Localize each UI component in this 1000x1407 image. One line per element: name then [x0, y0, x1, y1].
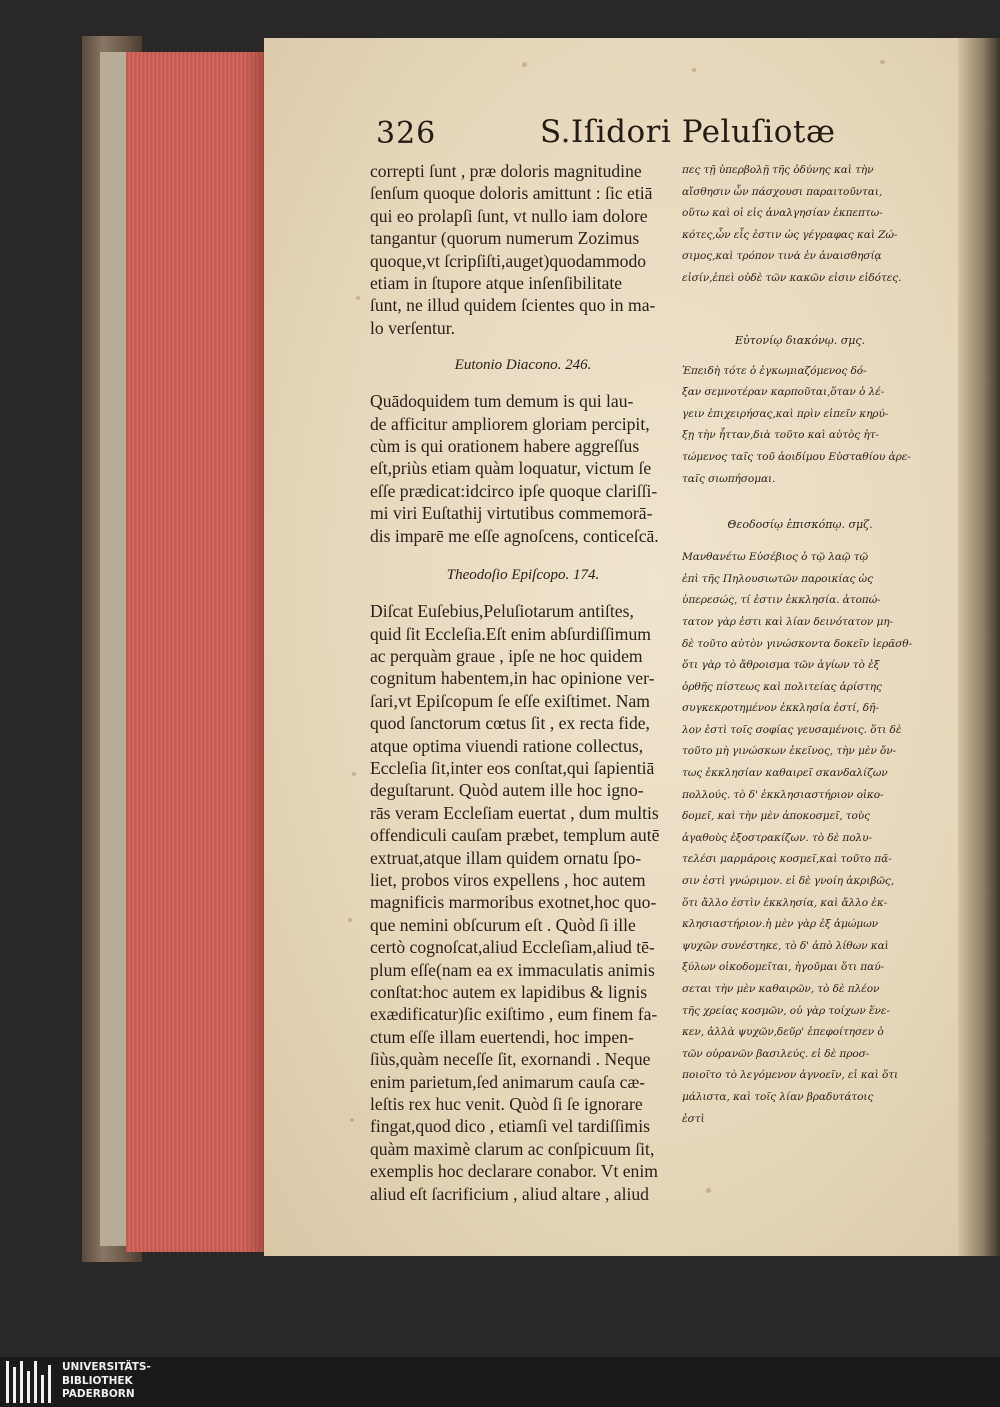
- text-line: Ἐπειδὴ τότε ὁ ἐγκωμιαζόμενος δό-: [682, 364, 867, 377]
- text-line: qui eo prolapſi ſunt, vt nullo iam dolore: [370, 205, 648, 226]
- foxing-spot: [350, 1118, 354, 1122]
- text-line: leſtis rex huc venit. Quòd ſi ſe ignorare: [370, 1094, 643, 1115]
- text-line: σιν ἐστὶ γνώριμον. εἰ δὲ γνοίη ἀκριβῶς,: [682, 875, 895, 888]
- greek-paragraph-3: [682, 547, 918, 1130]
- foxing-spot: [522, 62, 527, 67]
- text-line: quod ſanctorum cœtus ſit , ex recta fide,: [370, 713, 650, 734]
- text-line: conſtat:hoc autem ex lapidibus & lignis: [370, 982, 648, 1002]
- text-line: τῆς χρείας κοσμῶν, οὐ γὰρ τοίχων ἕνε-: [682, 1004, 890, 1017]
- latin-paragraph-3: [370, 600, 676, 1205]
- running-title: S.Iſidori Peluſiotæ: [540, 114, 836, 150]
- text-line: offendiculi cauſam præbet, templum autē: [370, 825, 660, 846]
- text-line: cùm is qui orationem habere aggreſſus: [370, 436, 640, 457]
- text-line: ξῃ τὴν ἧτταν,διὰ τοῦτο καὶ αὐτὸς ἡτ-: [682, 429, 879, 442]
- letter-heading: Eutonio Diacono. 246.: [454, 357, 592, 374]
- text-line: dis imparē me eſſe agnoſcens, conticeſcā.: [370, 525, 659, 546]
- text-line: tangantur (quorum numerum Zozimus: [370, 228, 640, 249]
- foxing-spot: [880, 60, 885, 64]
- text-line: κότες,ὧν εἶς ἐστιν ὡς γέγραφας καὶ Ζώ-: [682, 228, 898, 241]
- text-line: deguſtarunt. Quòd autem ille hoc igno-: [370, 780, 644, 801]
- text-line: quàm maximè clarum ac conſpicuum ſit,: [370, 1138, 655, 1159]
- text-line: eſt,priùs etiam quàm loquatur, victum ſe: [370, 458, 652, 479]
- footer-bar: [0, 1357, 1000, 1407]
- text-line: ſunt, ne illud quidem ſcientes quo in ma-: [370, 295, 656, 316]
- text-line: πες τῇ ὑπερβολῇ τῆς ὀδύνης καὶ τὴν: [682, 164, 874, 176]
- greek-column: [682, 160, 918, 1130]
- latin-paragraph-2: [370, 390, 676, 547]
- text-line: ὑπερεσώς, τί ἐστιν ἐκκλησία. ἀτοπώ-: [682, 594, 881, 607]
- text-line: ψυχῶν συνέστηκε, τὸ δ' ἀπὸ λίθων καὶ: [682, 939, 889, 952]
- text-line: ξαν σεμνοτέραν καρποῦται,ὅταν ὁ λέ-: [682, 386, 885, 399]
- library-logo-icon: [6, 1361, 54, 1403]
- page-gutter: [958, 38, 1000, 1256]
- text-line: rās veram Eccleſiam euertat , dum multis: [370, 802, 659, 823]
- text-line: que nemini obſcurum eſt . Quòd ſi ille: [370, 914, 636, 935]
- text-line: cognitum habentem,in hac opinione ver-: [370, 668, 655, 689]
- text-line: extruat,atque illam quidem ornatu ſpo-: [370, 847, 642, 868]
- text-line: τοῦτο μὴ γινώσκων ἐκεῖνος, τὴν μὲν ὄν-: [682, 745, 897, 758]
- text-line: correpti ſunt , præ doloris magnitudine: [370, 161, 642, 181]
- text-line: οὕτω καὶ οἱ εἰς ἀναλγησίαν ἐκπεπτω-: [682, 207, 883, 220]
- greek-paragraph-2: [682, 361, 918, 491]
- greek-paragraph-1: [682, 160, 918, 290]
- text-line: lo verſentur.: [370, 317, 456, 338]
- text-line: eſſe prædicat:idcirco ipſe quoque clariſſi-: [370, 480, 658, 501]
- latin-paragraph-1: [370, 160, 676, 339]
- text-line: ἀγαθοὺς ἐξοστρακίζων. τὸ δὲ πολυ-: [682, 831, 872, 844]
- letter-heading: Theodoſio Epiſcopo. 174.: [446, 567, 600, 584]
- text-line: λον ἐστὶ τοῖς σοφίας γευσαμένοις. ὅτι δὲ: [682, 723, 902, 736]
- page-number: 326: [376, 116, 437, 151]
- text-line: τως ἐκκλησίαν καθαιρεῖ σκανδαλίζων: [682, 767, 888, 780]
- library-logo-text: [62, 1361, 151, 1402]
- text-line: exædificatur)ſic exiſtimo , eum finem fa-: [370, 1004, 658, 1025]
- logo-line: UNIVERSITÄTS-: [62, 1361, 151, 1373]
- logo-line: PADERBORN: [62, 1388, 135, 1400]
- text-line: τῶν οὐρανῶν βασιλεύς. εἰ δὲ προσ-: [682, 1047, 870, 1060]
- text-line: εἰσίν,ἐπεὶ οὐδὲ τῶν κακῶν εἰσιν εἰδότες.: [682, 271, 902, 284]
- text-line: aliud eſt ſacrificium , aliud altare , aliud: [370, 1183, 649, 1204]
- letter-heading: Θεοδοσίῳ ἐπισκόπῳ. σμζ.: [727, 518, 873, 532]
- text-line: ac perquàm graue , ipſe ne hoc quidem: [370, 645, 643, 666]
- text-line: Μανθανέτω Εὐσέβιος ὁ τῷ λαῷ τῷ: [682, 551, 868, 564]
- text-line: certò cognoſcat,aliud Eccleſiam,aliud tē-: [370, 937, 655, 958]
- text-line: ἐπὶ τῆς Πηλουσιωτῶν παροικίας ὡς: [682, 572, 873, 585]
- text-line: Eccleſia ſit,inter eos conſtat,qui ſapientiā: [370, 757, 655, 778]
- latin-column: [370, 160, 676, 1205]
- text-line: ξύλων οἰκοδομεῖται, ἡγοῦμαι ὅτι παύ-: [682, 961, 885, 974]
- text-line: ctum eſſe illam euertendi, hoc impen-: [370, 1026, 634, 1047]
- letter-heading: Εὐτονίῳ διακόνῳ. σμς.: [734, 333, 866, 347]
- text-line: enim parietum,ſed animarum cauſa cæ-: [370, 1071, 646, 1092]
- text-line: Quādoquidem tum demum is qui lau-: [370, 391, 634, 412]
- text-line: συγκεκροτημένον ἐκκλησία ἐστί, δῆ-: [682, 702, 879, 715]
- text-line: γειν ἐπιχειρήσας,καὶ πρὶν εἰπεῖν κηρύ-: [682, 407, 889, 420]
- text-line: δομεῖ, καὶ τὴν μὲν ἀποκοσμεῖ, τοὺς: [682, 810, 870, 823]
- text-line: ſenſum quoque doloris amittunt : ſic etiā: [370, 183, 653, 204]
- text-line: ποιοῖτο τὸ λεγόμενον ἀγνοεῖν, εἰ καὶ ὅτι: [682, 1069, 899, 1082]
- foxing-spot: [692, 68, 696, 72]
- text-line: magnificis marmoribus exotnet,hoc quo-: [370, 892, 657, 913]
- text-line: πολλούς. τὸ δ' ἐκκλησιαστήριον οἰκο-: [682, 788, 884, 801]
- foxing-spot: [706, 1188, 711, 1193]
- text-line: κεν, ἀλλὰ ψυχῶν,δεῦρ' ἐπεφοίτησεν ὁ: [682, 1026, 884, 1039]
- text-line: τελέσι μαρμάροις κοσμεῖ,καὶ τοῦτο πᾶ-: [682, 853, 892, 866]
- logo-line: BIBLIOTHEK: [62, 1374, 133, 1387]
- text-line: σεται τὴν μὲν καθαιρῶν, τὸ δὲ πλέον: [682, 983, 880, 995]
- text-line: τατον γὰρ ἐστι καὶ λίαν δεινότατον μη-: [682, 615, 893, 628]
- text-line: σιμος,καὶ τρόπον τινὰ ἐν ἀναισθησίᾳ: [682, 250, 882, 263]
- text-line: ſari,vt Epiſcopum ſe eſſe exiſtimet. Nam: [370, 690, 650, 711]
- text-line: atque optima viuendi ratione collectus,: [370, 735, 644, 756]
- text-line: δὲ τοῦτο αὐτὸν γινώσκοντα δοκεῖν ἱερᾶσθ-: [682, 637, 913, 650]
- text-line: ſiùs,quàm neceſſe ſit, exornandi . Neque: [370, 1049, 651, 1070]
- text-line: etiam in ſtupore atque inſenſibilitate: [370, 273, 623, 294]
- text-line: ὀρθῆς πίστεως καὶ πολιτείας ἀρίστης: [682, 680, 882, 693]
- text-line: κλησιαστήριον.ἡ μὲν γὰρ ἐξ ἀμώμων: [682, 918, 878, 931]
- text-line: liet, probos viros expellens , hoc autem: [370, 869, 646, 890]
- text-line: Diſcat Euſebius,Peluſiotarum antiſtes,: [370, 601, 634, 622]
- text-line: ἐστὶ: [682, 1112, 705, 1125]
- text-line: τώμενος ταῖς τοῦ ἀοιδίμου Εὐσταθίου ἀρε-: [682, 450, 911, 463]
- text-line: ὅτι γὰρ τὸ ἄθροισμα τῶν ἁγίων τὸ ἐξ: [682, 659, 880, 672]
- foxing-spot: [348, 918, 352, 922]
- text-line: de afficitur ampliorem gloriam percipit,: [370, 413, 650, 434]
- foxing-spot: [356, 296, 360, 300]
- text-line: μάλιστα, καὶ τοῖς λίαν βραδυτάτοις: [682, 1090, 874, 1103]
- text-line: αἴσθησιν ὧν πάσχουσι παραιτοῦνται,: [682, 185, 883, 198]
- text-line: plum eſſe(nam ea ex immaculatis animis: [370, 959, 655, 980]
- text-line: ὅτι ἄλλο ἐστὶν ἐκκλησία, καὶ ἄλλο ἐκ-: [682, 896, 888, 909]
- foxing-spot: [352, 772, 356, 776]
- text-line: quid ſit Eccleſia.Eſt enim abſurdiſſimum: [370, 623, 651, 644]
- text-line: mi viri Euſtathij virtutibus commemorā-: [370, 503, 653, 524]
- text-line: fingat,quod dico , etiamſi vel tardiſſimis: [370, 1116, 650, 1137]
- text-line: ταῖς σιωπήσομαι.: [682, 472, 776, 485]
- text-line: exemplis hoc declarare conabor. Vt enim: [370, 1161, 658, 1182]
- text-line: quoque,vt ſcripſiſti,auget)quodammodo: [370, 250, 647, 271]
- endpaper-edge: [100, 52, 128, 1246]
